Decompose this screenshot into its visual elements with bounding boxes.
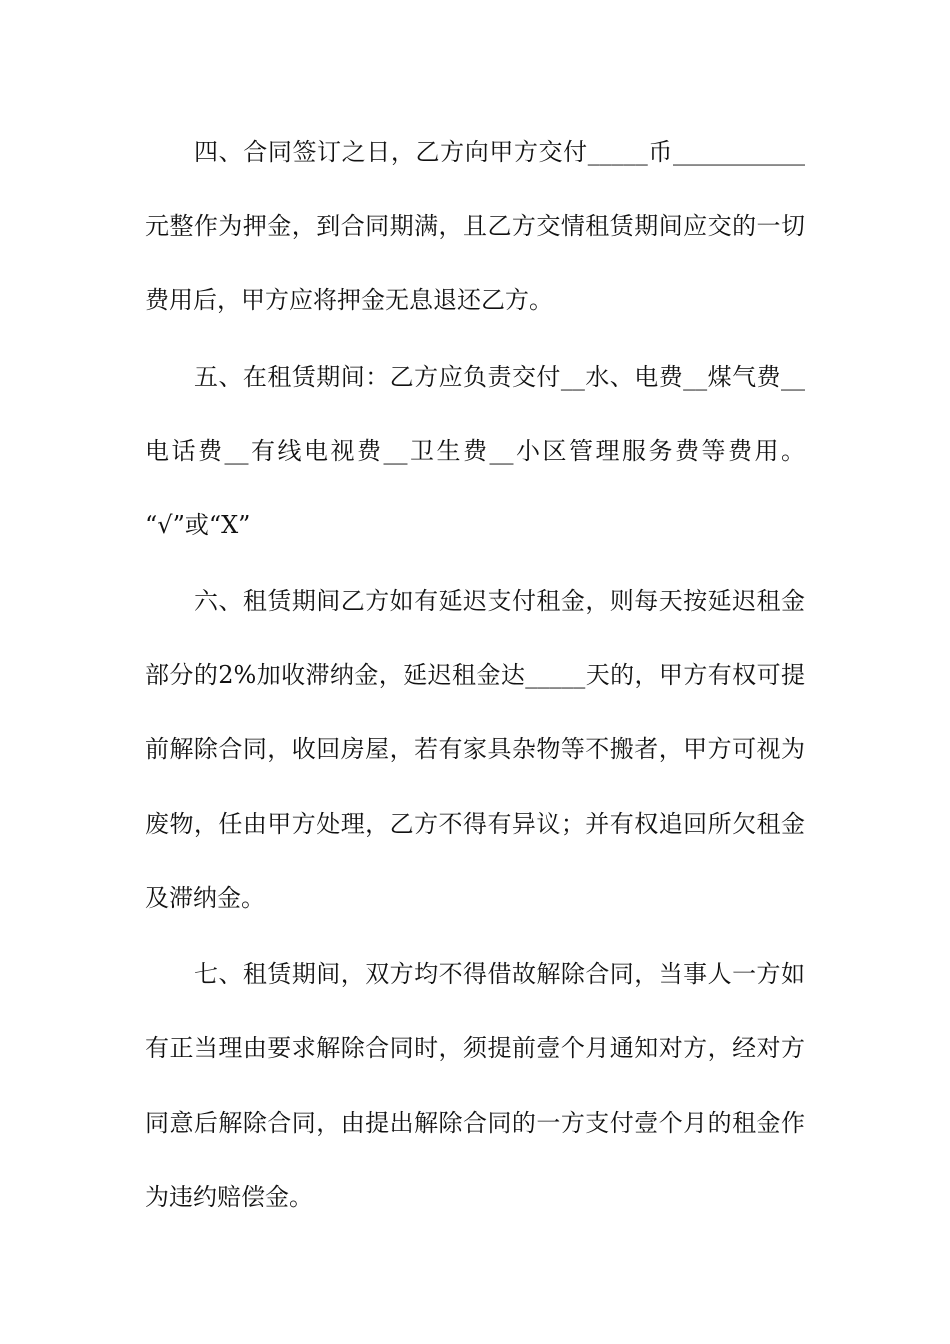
- clause-6-line-3: 前解除合同，收回房屋，若有家具杂物等不搬者，甲方可视为: [145, 735, 805, 763]
- clause-7-line-1: 七、租赁期间，双方均不得借故解除合同，当事人一方如: [194, 960, 805, 988]
- clause-4-line-2: 元整作为押金，到合同期满，且乙方交情租赁期间应交的一切: [145, 212, 805, 240]
- clause-4-line-3: 费用后，甲方应将押金无息退还乙方。: [145, 286, 553, 314]
- clause-6-line-5: 及滞纳金。: [145, 884, 265, 912]
- clause-5-note: “√”或“X”: [145, 511, 251, 539]
- clause-5-line-2: 电话费__有线电视费__卫生费__小区管理服务费等费用。: [145, 437, 805, 465]
- clause-5-line-1: 五、在租赁期间：乙方应负责交付__水、电费__煤气费__: [194, 363, 805, 391]
- clause-6-line-2: 部分的2%加收滞纳金，延迟租金达_____天的，甲方有权可提: [145, 661, 805, 689]
- clause-6-line-1: 六、租赁期间乙方如有延迟支付租金，则每天按延迟租金: [194, 587, 805, 615]
- clause-6-line-4: 废物，任由甲方处理，乙方不得有异议；并有权追回所欠租金: [145, 810, 805, 838]
- clause-7-line-4: 为违约赔偿金。: [145, 1183, 313, 1211]
- clause-7-line-3: 同意后解除合同，由提出解除合同的一方支付壹个月的租金作: [145, 1109, 805, 1137]
- clause-7-line-2: 有正当理由要求解除合同时，须提前壹个月通知对方，经对方: [145, 1034, 805, 1062]
- clause-4-line-1: 四、合同签订之日，乙方向甲方交付_____币___________: [194, 138, 805, 166]
